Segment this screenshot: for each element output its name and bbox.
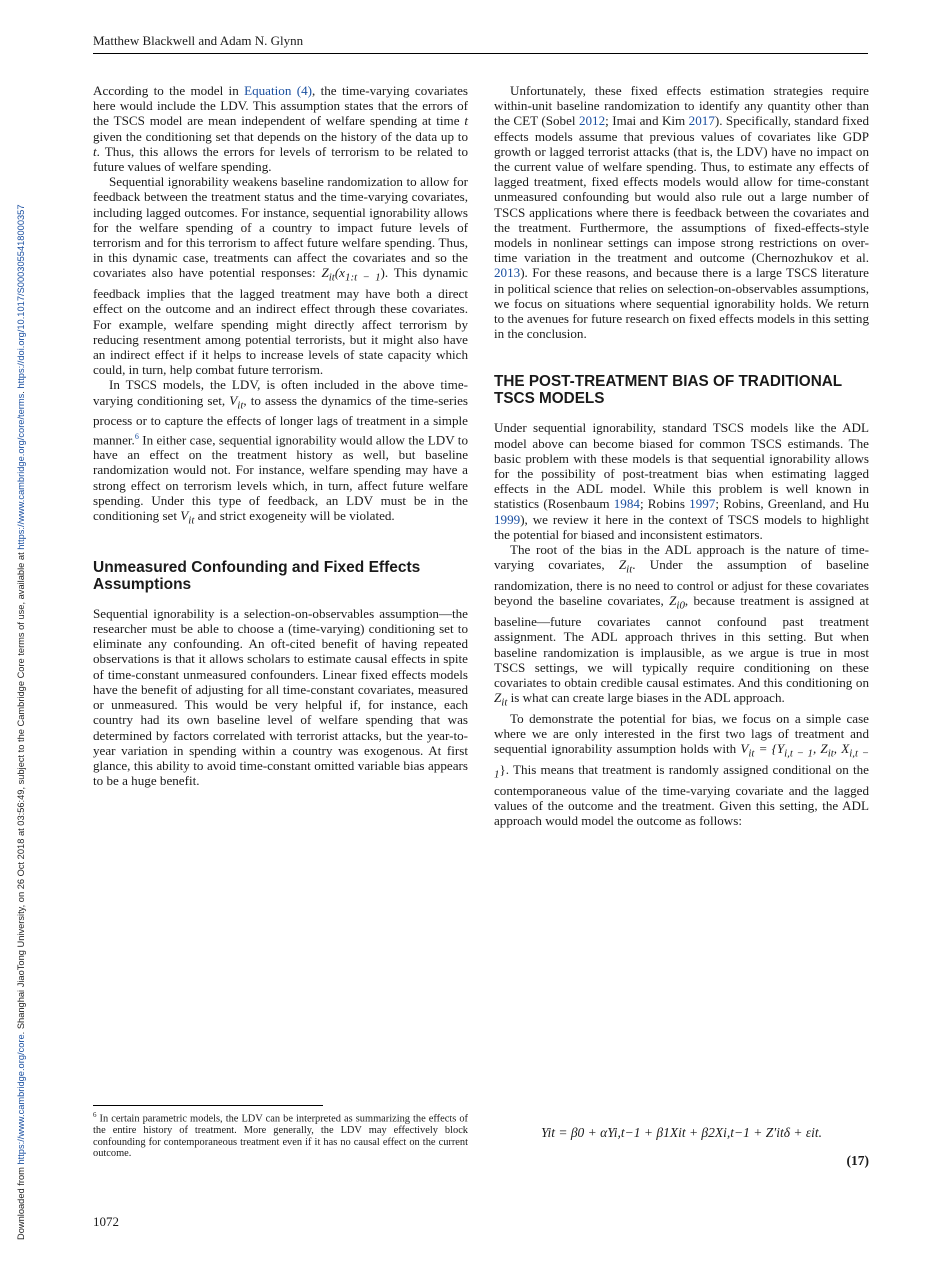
running-header (93, 33, 868, 54)
paragraph: According to the model in Equation (4), the time-varying covariates here would include the LDV. This assumption states that the errors of the TSCS model are mean independent of welfare spending at time t given the conditioning set that depends on the history of the data up to t. Thus, this allows the errors for levels of terrorism to be related to future values of welfare spending. (93, 83, 468, 175)
paragraph: To demonstrate the potential for bias, we focus on a simple case where we are only interested in the first two lags of treatment and sequential ignorability assumption holds with $V_{it} = \{Y_{i,t - 1}$, $Z_{it}$, $X_{i,t - 1}$}. This means that treatment is randomly assigned conditional on the contemporaneous value of the time-varying covariate and the lagged values of the outcome and the treatment. Given this setting, the ADL approach would model the outcome as follows: (494, 710, 869, 829)
footnote-rule (93, 1105, 323, 1106)
page-number: 1072 (93, 1214, 119, 1229)
citation-link[interactable]: 1999 (494, 511, 521, 527)
paragraph: Unfortunately, these fixed effects estimation strategies require within-unit baseline randomization to identify any quantity other than the CET (Sobel 2012; Imai and Kim 2017). Specifically, standard fixed effects models assume that previous values of covariates like GDP growth or lagged terrorist attacks (that is, the LDV) have no impact on the current value of welfare spending. Thus, to estimate any effects of lagged treatment, fixed effects models would allow for time-constant unmeasured confounding but would also rule out a large number of TSCS applications where there is feedback between the covariates and the treatment. Furthermore, the assumptions of fixed-effects-style models in nonlinear settings can impose strong restrictions on over-time variation in the treatment and outcome (Chernozhukov et al. 2013). For these reasons, and because there is a large TSCS literature in political science that relies on selection-on-observables assumptions, we focus on situations where sequential ignorability holds. We return to the avenues for future research on fixed effects models in this setting in the conclusion. (494, 83, 869, 342)
citation-link[interactable]: 2013 (494, 265, 521, 281)
equation-4-link[interactable]: Equation (4) (244, 83, 312, 98)
right-column (494, 83, 869, 829)
header-authors: Matthew Blackwell and Adam N. Glynn (93, 33, 304, 48)
equation-number: (17) (846, 1153, 869, 1168)
citation-link[interactable]: 1984 (613, 496, 640, 512)
footnote-number: 6 (93, 1111, 97, 1119)
paragraph: Sequential ignorability weakens baseline randomization to allow for feedback between the treatment status and the time-varying covariates, including lagged outcomes. For instance, sequential ignorability allows for the welfare spending of a country to impact future levels of terrorism and for this terrorism to affect future welfare spending. Thus, in this dynamic case, treatments can affect the covariates and so the covariates also have potential responses: $Z_{it}(x_{1:t - 1})$. This dynamic feedback implies that the lagged treatment may have both a direct effect on the outcome and an indirect effect through these covariates. For example, welfare spending might directly affect terrorism by reducing resentment among potential terrorists, but it might also have an indirect effect if it helps to increase levels of state capacity which could, in turn, help combat future terrorism. (93, 174, 468, 378)
citation-link[interactable]: 2017 (688, 113, 715, 129)
equation-17 (494, 1125, 869, 1168)
citation-link[interactable]: 2012 (578, 113, 606, 129)
section-heading-post-treatment-bias: THE POST-TREATMENT BIAS OF TRADITIONAL TSCS MODELS (494, 373, 842, 408)
paragraph: The root of the bias in the ADL approach is the nature of time-varying covariates, $Z_{it}$. Under the assumption of baseline randomization, there is no need to control or adjust for these covariates beyond the baseline covariates, $Z_{i0}$, because treatment is assigned at baseline—future covariates cannot confound past treatment assignment. The ADL approach thrives in this setting. But when baseline randomization is implausible, as we argue is true in most TSCS settings, we will typically require conditioning on these covariates to obtain credible causal estimates. And this conditioning on $Z_{it}$ is what can create large biases in the ADL approach. (494, 542, 869, 709)
section-heading-unmeasured-confounding: Unmeasured Confounding and Fixed Effects Assumptions (93, 558, 421, 593)
terms-link[interactable]: https://www.cambridge.org/core/terms (16, 393, 26, 550)
download-notice-sidebar (6, 100, 26, 1240)
download-separator: . (16, 388, 26, 394)
download-prefix: Downloaded from (16, 1164, 26, 1240)
footnote-6 (93, 1110, 468, 1160)
download-middle-text: . Shanghai JiaoTong University, on 26 Oct 2018 at 03:56:49, subject to the Cambridge Core terms of use, available at (16, 549, 26, 1035)
paragraph: Sequential ignorability is a selection-on-observables assumption—the researcher must be able to choose a (time-varying) conditioning set to eliminate any confounding. An oft-cited benefit of having repeated observations is that it allows scholars to estimate causal effects in spite of time-constant unmeasured confounders. Linear fixed effects models have the benefit of adjusting for all time-constant covariates, measured or unmeasured. This would be very helpful if, for instance, each country had its own baseline level of welfare spending that was determined by factors correlated with terrorist attacks, but the year-to-year variation in spending within a country was exogenous. At first glance, this ability to avoid time-constant omitted variable bias appears to be a huge benefit. (93, 605, 468, 789)
paragraph: Under sequential ignorability, standard TSCS models like the ADL model above can become biased for common TSCS estimands. The basic problem with these models is that sequential ignorability allows for the possibility of post-treatment bias when estimating lagged effects in the ADL model. While this problem is well known in statistics (Rosenbaum 1984; Robins 1997; Robins, Greenland, and Hu 1999), we review it here in the context of TSCS models to highlight the potential for biased and inconsistent estimators. (494, 420, 869, 542)
paragraph: In TSCS models, the LDV, is often included in the above time-varying conditioning set, $V_{it}$, to assess the dynamics of the time-series process or to capture the effects of longer lags of treatment in a simple manner.$^6$ In either case, sequential ignorability would allow the LDV to have an effect on the treatment history as well, but baseline randomization would not. For instance, welfare spending may have a strong effect on terrorism levels which, in turn, affect future welfare spending. Under this type of feedback, an LDV must be in the conditioning set $V_{it}$ and strict exogeneity will be violated. (93, 377, 469, 527)
footnote-6-marker[interactable]: 6 (134, 431, 139, 441)
footnote-text: In certain parametric models, the LDV can be interpreted as summarizing the effects of the entire history of treatment. More generally, the LDV may effectively block confounding for contemporaneous treatment even if it has no causal effect on the current outcome. (93, 1113, 468, 1160)
download-notice-text (16, 205, 26, 1241)
left-column (93, 83, 468, 788)
doi-link[interactable]: https://doi.org/10.1017/S0003055418000357 (16, 204, 26, 389)
cambridge-core-link[interactable]: https://www.cambridge.org/core (16, 1034, 26, 1165)
equation-body: Yit = β0 + αYi,t−1 + β1Xit + β2Xi,t−1 + Z′itδ + εit. (540, 1125, 823, 1140)
citation-link[interactable]: 1997 (689, 496, 716, 512)
